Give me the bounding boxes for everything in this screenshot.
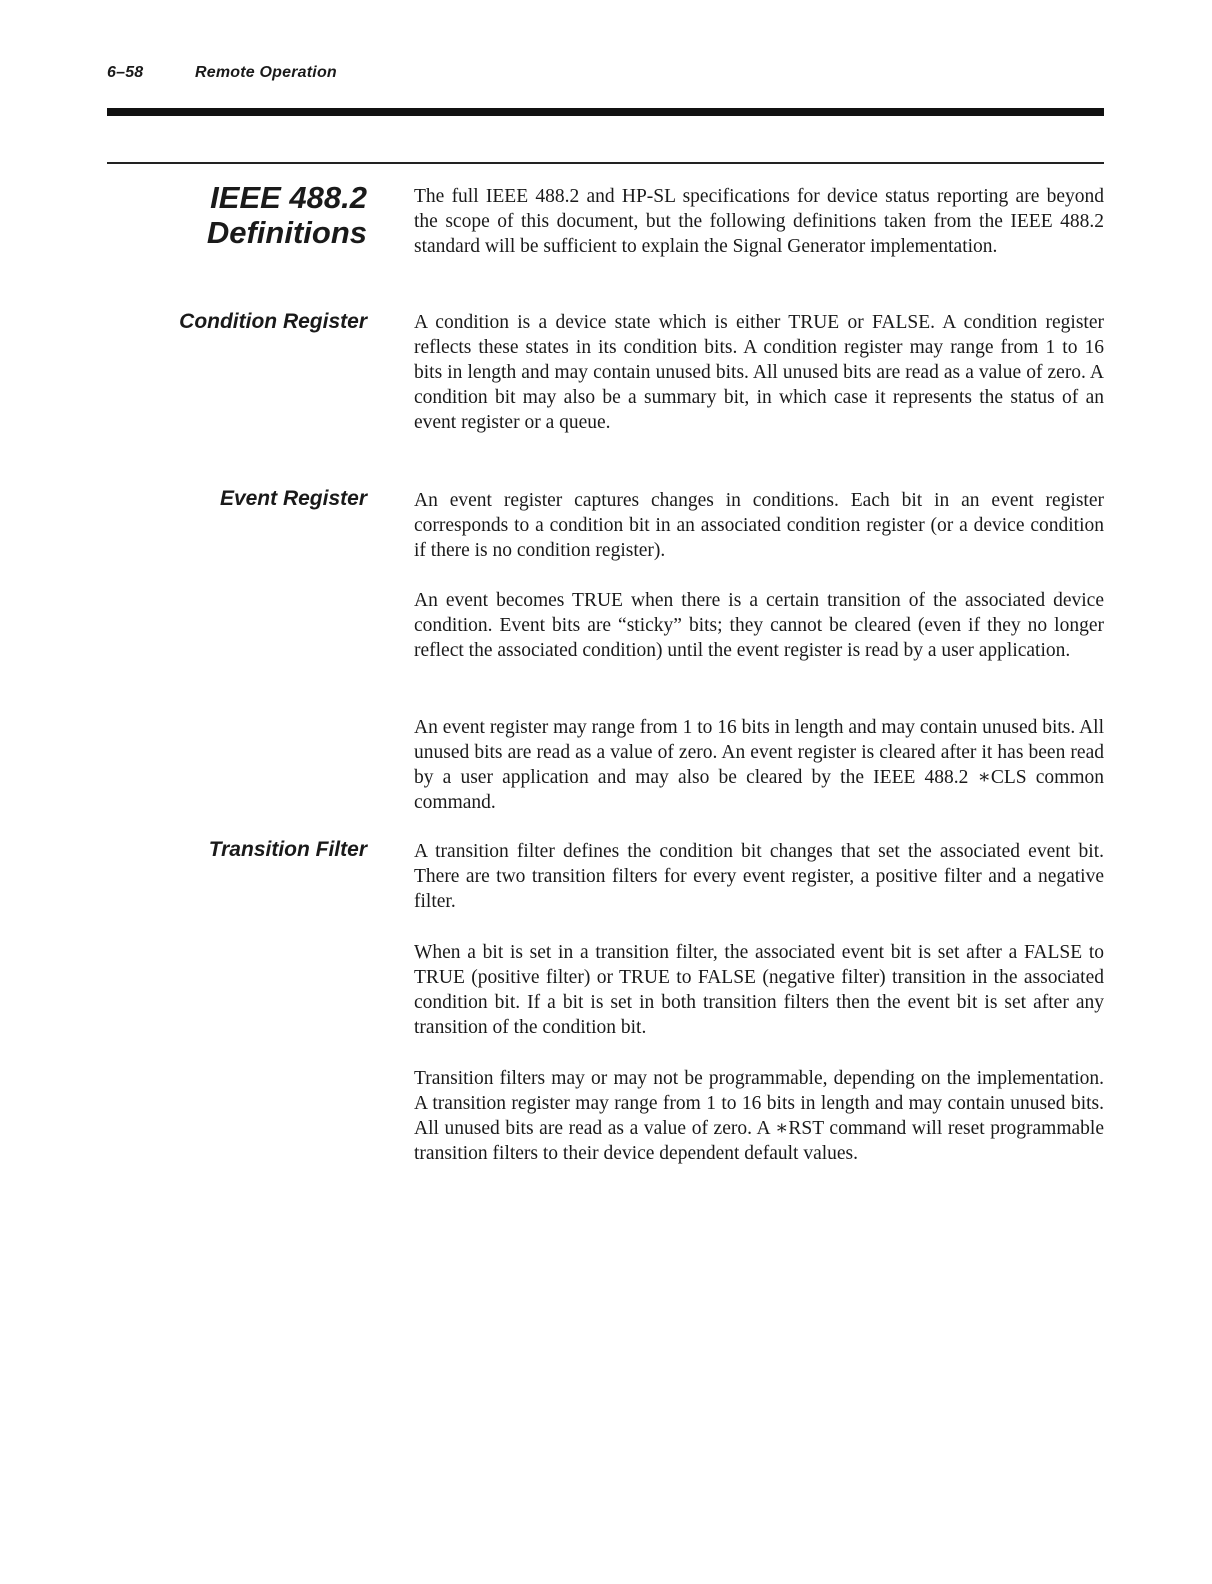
- condition-register-paragraph: A condition is a device state which is either TRUE or FALSE. A condition register reflects these states in its condition bits. A condition register may range from 1 to 16 bits in length and may contain unused bits. All unused bits are read as a value of zero. A condition bit may also be a summary bit, in which case it represents the status of an event register or a queue.: [414, 312, 1104, 433]
- section-heading: [67, 180, 367, 250]
- event-register-paragraph-2: An event becomes TRUE when there is a certain transition of the associated device condition. Event bits are “sticky” bits; they cannot be cleared (even if they no longer reflect the associated condition) until the event register is read by a user application.: [414, 590, 1104, 661]
- event-register-heading: Event Register: [219, 487, 367, 510]
- running-header: [107, 64, 337, 82]
- section-divider: [107, 162, 1104, 164]
- transition-filter-heading: Transition Filter: [208, 838, 367, 861]
- section-title: Remote Operation: [195, 64, 337, 81]
- section-heading-line2: Definitions: [206, 215, 367, 250]
- condition-register-heading: Condition Register: [179, 310, 367, 333]
- transition-filter-paragraph-1: A transition filter defines the condition bit changes that set the associated event bit. There are two transition filters for every event register, a positive filter and a negative filter.: [414, 841, 1104, 912]
- transition-filter-paragraph-2: When a bit is set in a transition filter, the associated event bit is set after a FALSE to TRUE (positive filter) or TRUE to FALSE (negative filter) transition in the associated condition bit. If a bit is set in both transition filters then the event bit is set after any transition of the condition bit.: [414, 942, 1104, 1038]
- transition-filter-paragraph-3: Transition filters may or may not be programmable, depending on the implementation. A transition register may range from 1 to 16 bits in length and may contain unused bits. All unused bits are read as a value of zero. A ∗RST command will reset programmable transition filters to their device dependent default values.: [414, 1068, 1104, 1164]
- event-register-paragraph-1: An event register captures changes in conditions. Each bit in an event register corresponds to a condition bit in an associated condition register (or a device condition if there is no condition register).: [414, 490, 1104, 561]
- page-number: 6–58: [107, 64, 144, 81]
- event-register-paragraph-3: An event register may range from 1 to 16 bits in length and may contain unused bits. All unused bits are read as a value of zero. An event register is cleared after it has been read by a user application and may also be cleared by the IEEE 488.2 ∗CLS common command.: [414, 717, 1104, 813]
- intro-paragraph: The full IEEE 488.2 and HP-SL specifications for device status reporting are beyond the scope of this document, but the following definitions taken from the IEEE 488.2 standard will be sufficient to explain the Signal Generator implementation.: [414, 186, 1104, 257]
- header-thick-rule: [107, 108, 1104, 116]
- section-heading-line1: IEEE 488.2: [210, 180, 367, 215]
